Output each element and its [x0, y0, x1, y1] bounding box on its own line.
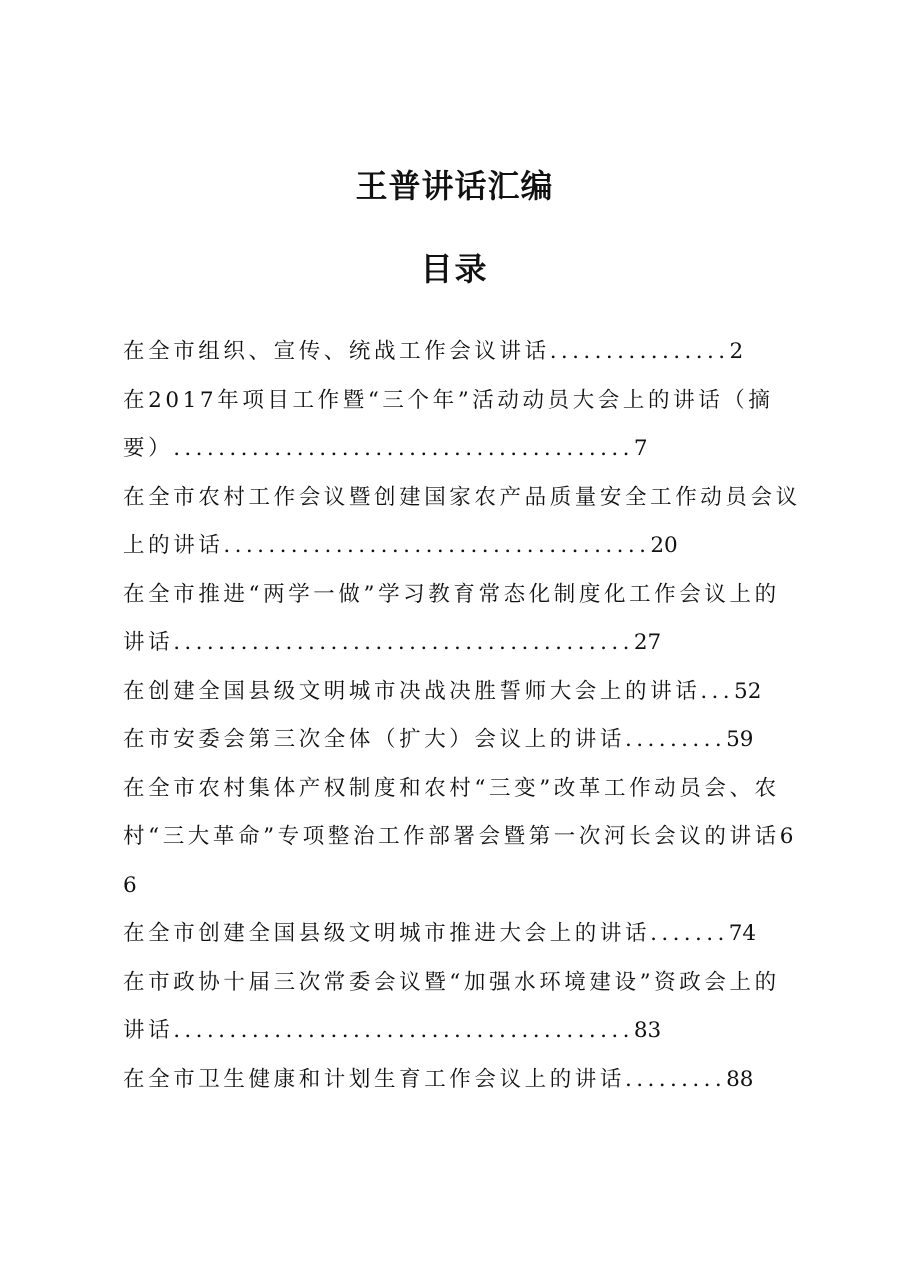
toc-entry-title: 在全市农村工作会议暨创建国家农产品质量安全工作动员会议上的讲话 [123, 484, 801, 558]
toc-entry-leader: ......... [625, 727, 727, 752]
toc-entry-leader: ...................................... [223, 533, 651, 558]
toc-heading: 目录 [420, 250, 489, 288]
toc-entry-page: 74 [728, 921, 757, 946]
toc-entry-leader: ... [700, 678, 735, 704]
toc-entry-leader: ......... [625, 1066, 727, 1092]
toc-entry-leader: ......................................... [173, 1018, 634, 1043]
toc-entry-page: 52 [734, 678, 762, 704]
toc-entry[interactable] [123, 765, 803, 911]
toc-entry[interactable] [123, 377, 803, 474]
toc-entry-title: 在全市卫生健康和计划生育工作会议上的讲话 [123, 1066, 626, 1092]
toc-entry-page: 7 [633, 436, 648, 461]
toc-entry-page: 88 [726, 1066, 754, 1092]
toc-entry-page: 20 [650, 533, 678, 558]
toc-entry[interactable] [123, 959, 803, 1056]
toc-entry-title: 在全市推进“两学一做”学习教育常态化制度化工作会议上的讲话 [123, 581, 780, 655]
toc-entry[interactable] [123, 474, 803, 571]
toc-entry-title: 在市安委会第三次全体（扩大）会议上的讲话 [123, 727, 626, 752]
toc-entry-title: 在2017年项目工作暨“三个年”活动动员大会上的讲话（摘要） [123, 387, 774, 461]
toc-entry-title: 在市政协十届三次常委会议暨“加强水环境建设”资政会上的讲话 [123, 969, 780, 1043]
table-of-contents [123, 328, 803, 1104]
toc-entry[interactable] [123, 328, 803, 377]
toc-entry-title: 在全市组织、宣传、统战工作会议讲话 [123, 339, 550, 364]
toc-entry[interactable] [123, 1056, 803, 1105]
toc-entry-page: 83 [633, 1018, 662, 1043]
toc-entry-page: 27 [633, 630, 662, 655]
toc-entry-page: 2 [729, 339, 744, 364]
toc-entry-page: 59 [726, 727, 754, 752]
toc-entry[interactable] [123, 668, 803, 717]
toc-entry-title: 在创建全国县级文明城市决战决胜誓师大会上的讲话 [123, 678, 701, 704]
toc-entry-page: 66 [123, 824, 794, 898]
toc-entry-leader: ................ [549, 339, 730, 364]
toc-entry[interactable] [123, 716, 803, 765]
document-title: 王普讲话汇编 [355, 167, 554, 205]
toc-entry-title: 在全市农村集体产权制度和农村“三变”改革工作动员会、农村“三大革命”专项整治工作部署会暨第一次河长会议的讲话 [123, 775, 780, 849]
toc-entry-leader: ......................................... [173, 436, 634, 461]
toc-entry[interactable] [123, 571, 803, 668]
toc-entry[interactable] [123, 910, 803, 959]
toc-entry-title: 在全市创建全国县级文明城市推进大会上的讲话 [123, 921, 651, 946]
toc-entry-leader: ....... [650, 921, 729, 946]
toc-entry-leader: ......................................... [173, 630, 634, 655]
